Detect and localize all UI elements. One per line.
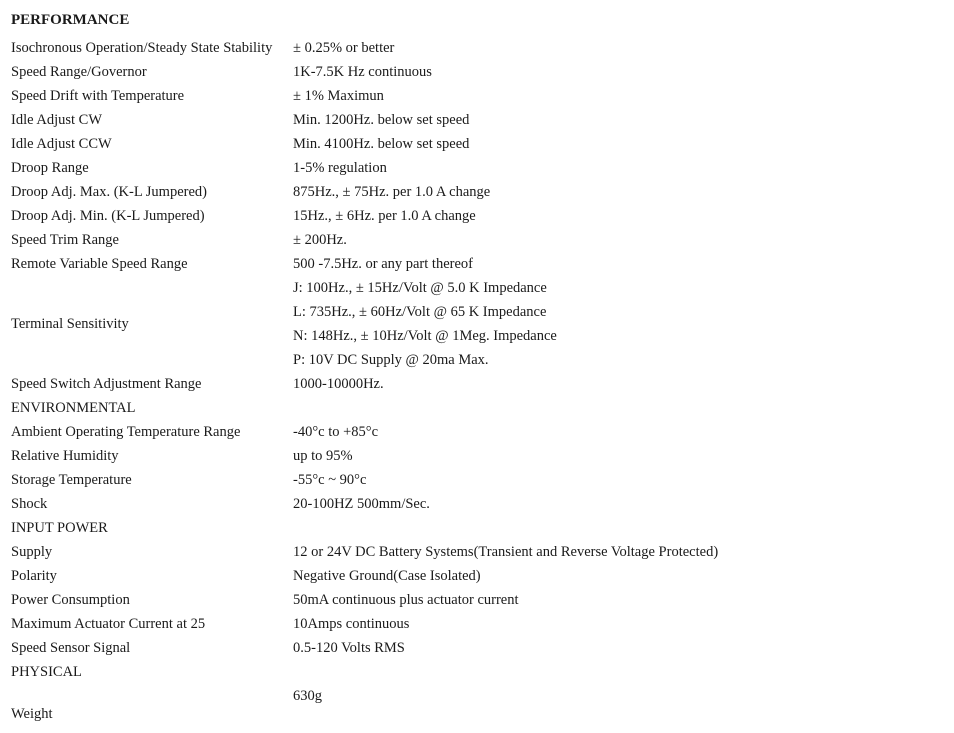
spec-value-line: P: 10V DC Supply @ 20ma Max. [293,352,489,368]
spec-value-line: 10Amps continuous [293,616,410,632]
spec-label: Droop Adj. Max. (K-L Jumpered) [11,184,207,200]
spec-label: Speed Range/Governor [11,64,147,80]
spec-value [293,564,481,588]
section-heading-row [11,660,941,684]
spec-row [11,588,941,612]
spec-label: Ambient Operating Temperature Range [11,424,241,440]
spec-label: Weight [11,706,53,722]
section-heading: PHYSICAL [11,664,82,680]
spec-label: Speed Switch Adjustment Range [11,376,202,392]
spec-label: Droop Adj. Min. (K-L Jumpered) [11,208,205,224]
spec-value-line: 1-5% regulation [293,160,387,176]
spec-row [11,180,941,204]
spec-value-line: -40°c to +85°c [293,424,379,440]
spec-row [11,156,941,180]
spec-label: Droop Range [11,160,89,176]
spec-row [11,84,941,108]
spec-value-line: 12 or 24V DC Battery Systems(Transient and Reverse Voltage Protected) [293,544,719,560]
spec-value-line: 1000-10000Hz. [293,376,384,392]
spec-value-line: ± 200Hz. [293,232,347,248]
spec-value [293,108,469,132]
spec-value [293,492,430,516]
spec-value [293,60,432,84]
spec-value-line: 50mA continuous plus actuator current [293,592,519,608]
spec-row [11,420,941,444]
spec-value [293,372,384,396]
spec-value [293,36,394,60]
spec-value [293,252,473,276]
spec-value-line: L: 735Hz., ± 60Hz/Volt @ 65 K Impedance [293,304,547,320]
spec-label: Terminal Sensitivity [11,316,129,332]
spec-value [293,276,557,372]
spec-value-line: -55°c ~ 90°c [293,472,367,488]
section-heading: ENVIRONMENTAL [11,400,136,416]
spec-label: Storage Temperature [11,472,132,488]
spec-value [293,588,519,612]
spec-value-line: Min. 1200Hz. below set speed [293,112,470,128]
spec-row [11,60,941,84]
spec-row [11,252,941,276]
spec-value [293,204,476,228]
spec-row [11,564,941,588]
spec-label: Shock [11,496,48,512]
spec-value [293,132,469,156]
section-heading: INPUT POWER [11,520,108,536]
spec-value [293,684,322,708]
spec-value-line: Negative Ground(Case Isolated) [293,568,481,584]
spec-value-line: ± 1% Maximun [293,88,384,104]
spec-value-line: 20-100HZ 500mm/Sec. [293,496,430,512]
spec-value-line: up to 95% [293,448,353,464]
spec-value [293,420,378,444]
spec-row [11,612,941,636]
spec-label: Speed Drift with Temperature [11,88,185,104]
spec-value-line: Min. 4100Hz. below set speed [293,136,470,152]
spec-label: Polarity [11,568,57,584]
spec-row [11,636,941,660]
spec-row [11,468,941,492]
spec-label: Supply [11,544,53,560]
spec-label: Power Consumption [11,592,130,608]
spec-row [11,492,941,516]
spec-label: Remote Variable Speed Range [11,256,188,272]
spec-label: Maximum Actuator Current at 25 [11,616,206,632]
spec-value-line: ± 0.25% or better [293,40,395,56]
spec-value [293,84,384,108]
section-heading-row [11,516,941,540]
spec-value-line: N: 148Hz., ± 10Hz/Volt @ 1Meg. Impedance [293,328,557,344]
spec-label: Speed Trim Range [11,232,119,248]
spec-label: Relative Humidity [11,448,119,464]
section-heading-performance: PERFORMANCE [11,12,130,28]
spec-value-line: J: 100Hz., ± 15Hz/Volt @ 5.0 K Impedance [293,280,547,296]
spec-value [293,444,353,468]
spec-value [293,540,718,564]
spec-value-line: 875Hz., ± 75Hz. per 1.0 A change [293,184,491,200]
spec-row [11,204,941,228]
spec-row [11,36,941,60]
spec-value [293,636,405,660]
spec-row [11,108,941,132]
spec-label: Idle Adjust CCW [11,136,112,152]
section-heading-row [11,396,941,420]
spec-value-line: 15Hz., ± 6Hz. per 1.0 A change [293,208,476,224]
spec-row [11,540,941,564]
spec-value-line: 0.5-120 Volts RMS [293,640,405,656]
spec-value-line: 1K-7.5K Hz continuous [293,64,432,80]
spec-row [11,684,941,726]
spec-value [293,468,366,492]
spec-value-line: 500 -7.5Hz. or any part thereof [293,256,473,272]
spec-value [293,180,490,204]
spec-value-line: 630g [293,688,322,704]
spec-row [11,132,941,156]
spec-label: Idle Adjust CW [11,112,103,128]
spec-row [11,276,941,372]
spec-value [293,612,409,636]
spec-value [293,156,387,180]
spec-label: Speed Sensor Signal [11,640,131,656]
spec-row [11,444,941,468]
spec-row [11,228,941,252]
spec-row [11,372,941,396]
spec-label: Isochronous Operation/Steady State Stability [11,40,273,56]
spec-value [293,228,347,252]
